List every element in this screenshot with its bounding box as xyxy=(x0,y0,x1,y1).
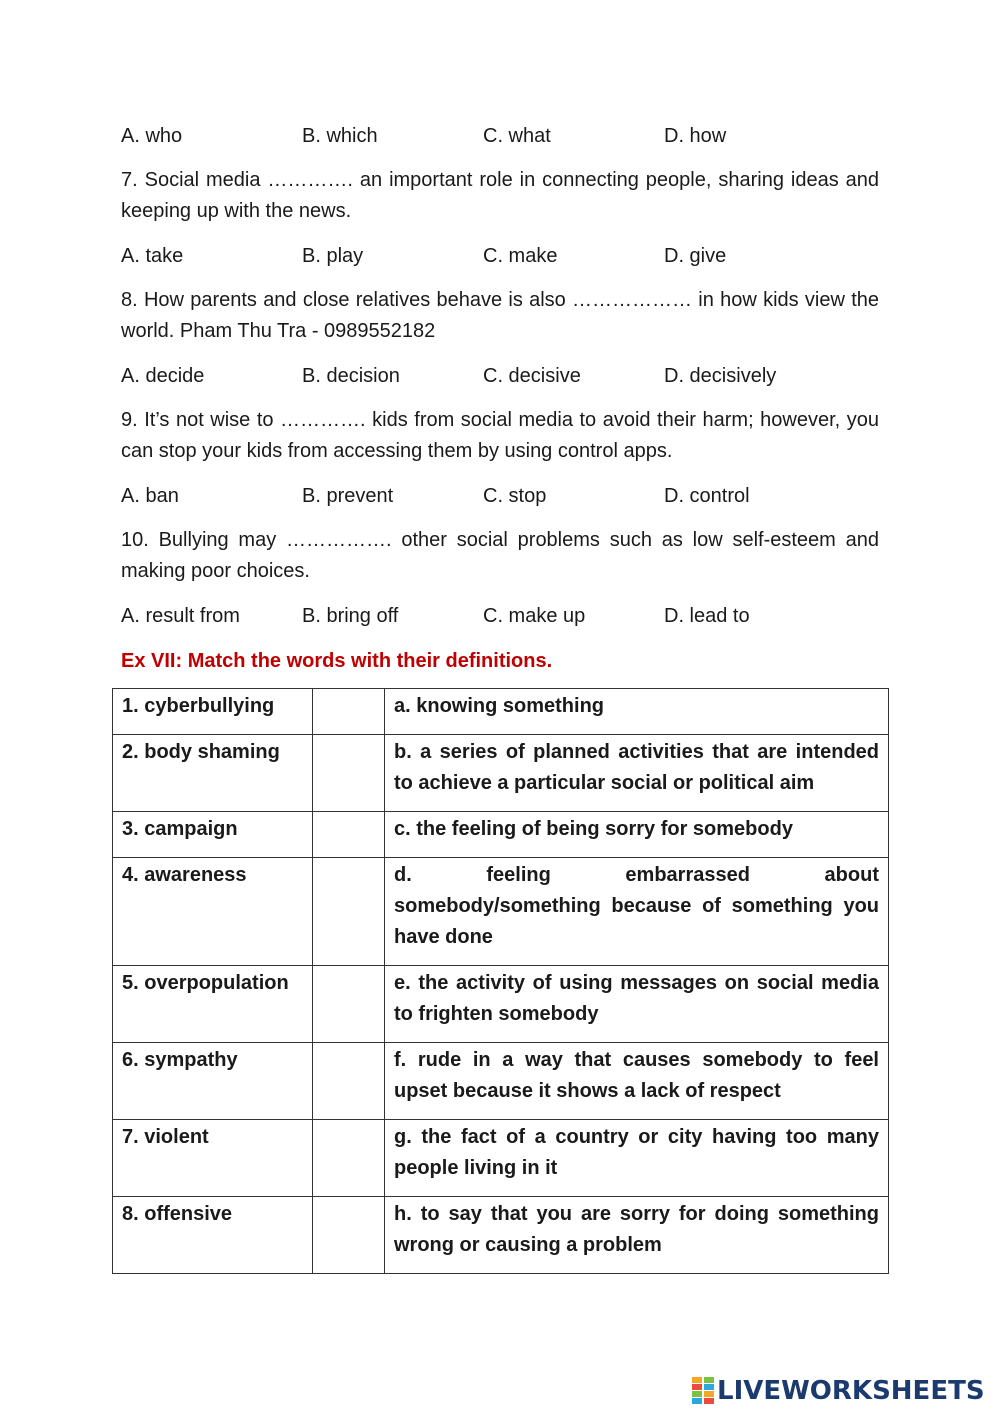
q9-option-b: B. prevent xyxy=(302,485,394,507)
q6-option-c: C. what xyxy=(483,125,551,147)
q8-text: 8. How parents and close relatives behave is also ……………… in how kids view the world. Pham Thu Tra - 0989552182 xyxy=(121,289,879,342)
logo-text: LIVEWORKSHEETS xyxy=(717,1376,985,1406)
match-word: 2. body shaming xyxy=(113,735,313,812)
q10-option-a: A. result from xyxy=(121,605,240,627)
answer-cell[interactable] xyxy=(313,858,385,966)
answer-cell[interactable] xyxy=(313,1043,385,1120)
q8-option-c: C. decisive xyxy=(483,365,581,387)
q8-option-a: A. decide xyxy=(121,365,205,387)
q9-option-d: D. control xyxy=(664,485,750,507)
match-definition: b. a series of planned activities that are intended to achieve a particular social or political aim xyxy=(385,735,889,812)
liveworksheets-logo-icon xyxy=(692,1377,714,1405)
q10-text: 10. Bullying may ……………. other social problems such as low self-esteem and making poor choices. xyxy=(121,529,879,582)
q9-option-c: C. stop xyxy=(483,485,547,507)
table-row xyxy=(113,812,889,858)
q8-option-d: D. decisively xyxy=(664,365,777,387)
answer-cell[interactable] xyxy=(313,1197,385,1274)
match-word: 8. offensive xyxy=(113,1197,313,1274)
q6-options xyxy=(121,120,879,152)
q10-options xyxy=(121,600,879,632)
table-row xyxy=(113,1197,889,1274)
match-definition: g. the fact of a country or city having too many people living in it xyxy=(385,1120,889,1197)
match-word: 3. campaign xyxy=(113,812,313,858)
table-row xyxy=(113,858,889,966)
q8-option-b: B. decision xyxy=(302,365,400,387)
match-definition: e. the activity of using messages on social media to frighten somebody xyxy=(385,966,889,1043)
q7-option-d: D. give xyxy=(664,245,727,267)
answer-cell[interactable] xyxy=(313,812,385,858)
answer-cell[interactable] xyxy=(313,689,385,735)
q7-option-b: B. play xyxy=(302,245,364,267)
worksheet-content xyxy=(121,120,879,685)
matching-table xyxy=(112,688,889,1274)
table-row xyxy=(113,735,889,812)
q7-option-c: C. make xyxy=(483,245,558,267)
match-definition: h. to say that you are sorry for doing something wrong or causing a problem xyxy=(385,1197,889,1274)
q8-options xyxy=(121,360,879,392)
q6-option-b: B. which xyxy=(302,125,378,147)
q9-options xyxy=(121,480,879,512)
match-definition: a. knowing something xyxy=(385,689,889,735)
q10-option-d: D. lead to xyxy=(664,605,750,627)
q6-option-d: D. how xyxy=(664,125,727,147)
answer-cell[interactable] xyxy=(313,966,385,1043)
q9-text: 9. It’s not wise to …………. kids from social media to avoid their harm; however, you can stop your kids from accessing them by using control apps. xyxy=(121,409,879,462)
q7-options xyxy=(121,240,879,272)
table-row xyxy=(113,1043,889,1120)
q7-text: 7. Social media …………. an important role in connecting people, sharing ideas and keeping up with the news. xyxy=(121,169,879,222)
answer-cell[interactable] xyxy=(313,735,385,812)
q10-option-c: C. make up xyxy=(483,605,586,627)
q7-option-a: A. take xyxy=(121,245,184,267)
exercise-7-heading: Ex VII: Match the words with their definitions. xyxy=(121,650,553,672)
match-definition: d. feeling embarrassed about somebody/something because of something you have done xyxy=(385,858,889,966)
q9-option-a: A. ban xyxy=(121,485,179,507)
q10-option-b: B. bring off xyxy=(302,605,399,627)
match-word: 6. sympathy xyxy=(113,1043,313,1120)
liveworksheets-logo[interactable] xyxy=(692,1374,985,1408)
table-row xyxy=(113,1120,889,1197)
match-definition: c. the feeling of being sorry for somebody xyxy=(385,812,889,858)
table-row xyxy=(113,966,889,1043)
match-word: 1. cyberbullying xyxy=(113,689,313,735)
match-definition: f. rude in a way that causes somebody to feel upset because it shows a lack of respect xyxy=(385,1043,889,1120)
answer-cell[interactable] xyxy=(313,1120,385,1197)
match-word: 7. violent xyxy=(113,1120,313,1197)
q6-option-a: A. who xyxy=(121,125,183,147)
match-word: 4. awareness xyxy=(113,858,313,966)
match-word: 5. overpopulation xyxy=(113,966,313,1043)
table-row xyxy=(113,689,889,735)
